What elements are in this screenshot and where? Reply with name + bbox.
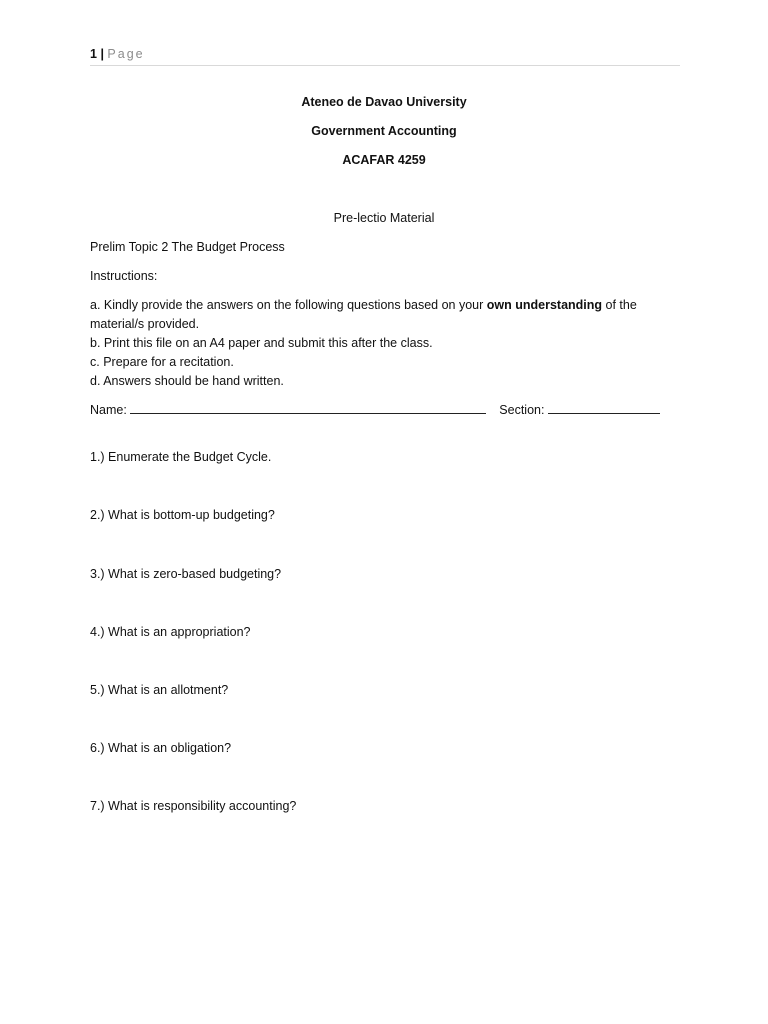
section-label: Section: bbox=[499, 403, 545, 417]
page-separator: | bbox=[100, 47, 104, 61]
instruction-a-bold: own understanding bbox=[486, 298, 603, 312]
instructions-heading: Instructions: bbox=[90, 269, 158, 283]
name-blank bbox=[130, 401, 486, 414]
instruction-a-suffix: of the material/s provided. bbox=[90, 298, 637, 331]
university-title: Ateneo de Davao University bbox=[301, 95, 467, 109]
question-4: 4.) What is an appropriation? bbox=[90, 625, 251, 639]
question-2: 2.) What is bottom-up budgeting? bbox=[90, 508, 275, 522]
section-blank bbox=[548, 401, 660, 414]
page-number: 1 bbox=[90, 47, 97, 61]
question-7: 7.) What is responsibility accounting? bbox=[90, 799, 297, 813]
question-3: 3.) What is zero-based budgeting? bbox=[90, 567, 282, 581]
instruction-d: d. Answers should be hand written. bbox=[90, 374, 284, 388]
name-label: Name: bbox=[90, 403, 127, 417]
instruction-c: c. Prepare for a recitation. bbox=[90, 355, 234, 369]
material-label: Pre-lectio Material bbox=[333, 211, 435, 225]
question-5: 5.) What is an allotment? bbox=[90, 683, 229, 697]
course-code: ACAFAR 4259 bbox=[342, 153, 426, 167]
instruction-a bbox=[90, 296, 670, 334]
instruction-b: b. Print this file on an A4 paper and submit this after the class. bbox=[90, 336, 433, 350]
instruction-a-prefix: a. Kindly provide the answers on the following questions based on your bbox=[90, 298, 487, 312]
topic-line: Prelim Topic 2 The Budget Process bbox=[90, 240, 285, 254]
page-header bbox=[90, 46, 680, 66]
question-6: 6.) What is an obligation? bbox=[90, 741, 232, 755]
page-word: Page bbox=[107, 47, 145, 61]
question-1: 1.) Enumerate the Budget Cycle. bbox=[90, 450, 272, 464]
course-title: Government Accounting bbox=[311, 124, 457, 138]
name-section-line bbox=[90, 401, 660, 418]
instructions-list bbox=[90, 296, 670, 391]
